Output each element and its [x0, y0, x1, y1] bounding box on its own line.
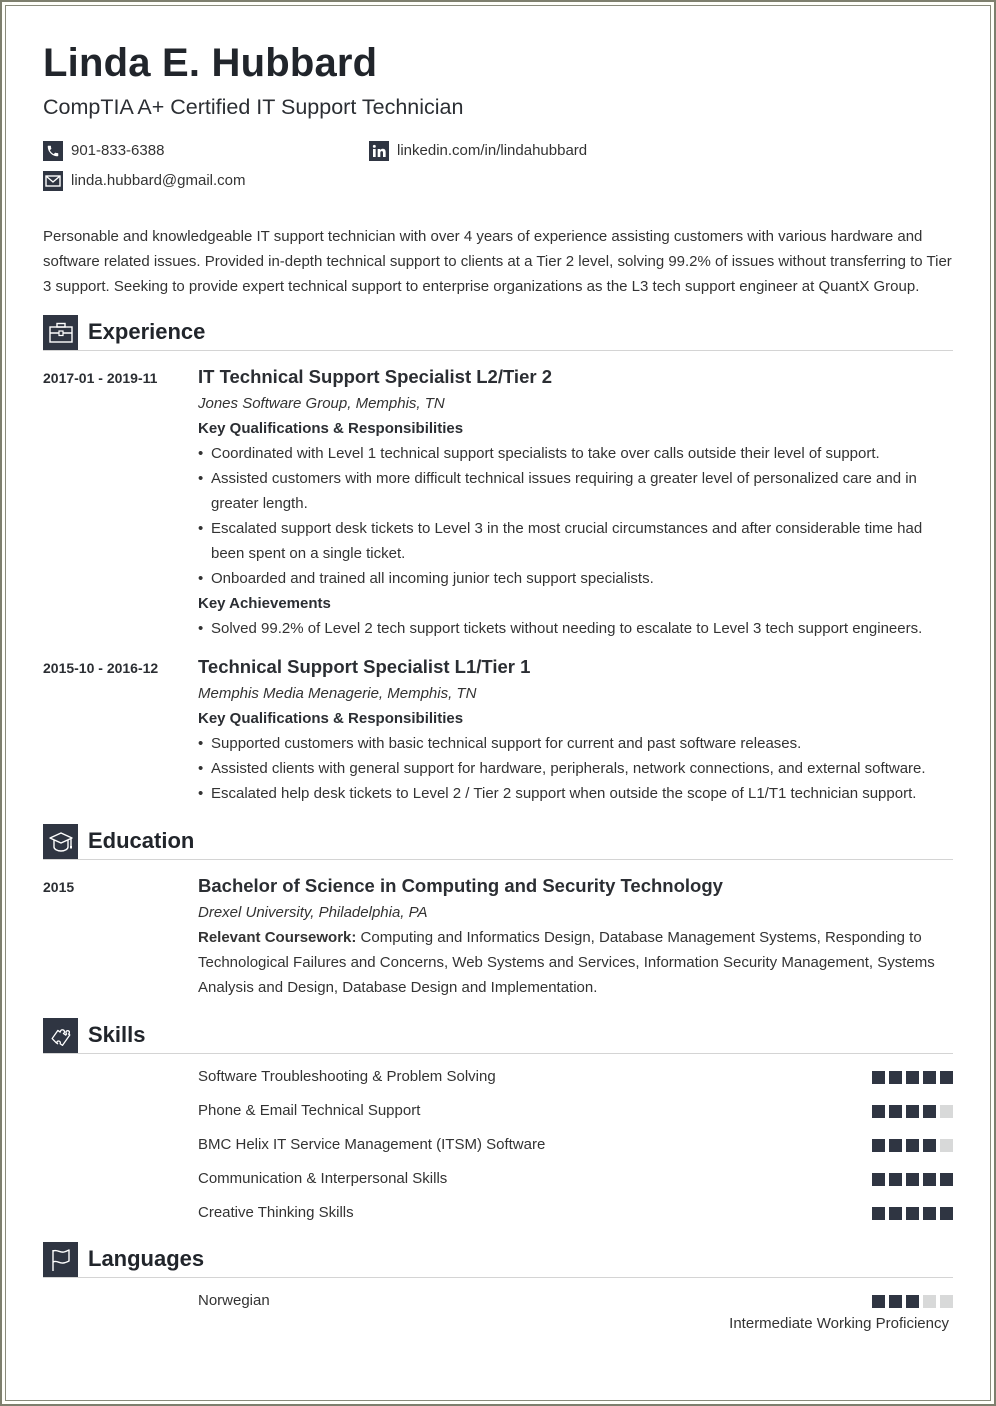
phone-number: 901-833-6388 — [71, 142, 165, 159]
flag-icon — [43, 1242, 78, 1277]
job-company: Memphis Media Menagerie, Memphis, TN — [198, 685, 477, 702]
responsibilities-list — [198, 441, 953, 591]
section-experience-header — [43, 315, 953, 351]
rating-square-filled — [940, 1071, 953, 1084]
skill-name: BMC Helix IT Service Management (ITSM) Software — [198, 1136, 546, 1153]
rating-square-filled — [872, 1207, 885, 1220]
degree-title: Bachelor of Science in Computing and Security Technology — [198, 875, 723, 896]
skill-rating — [872, 1139, 953, 1152]
section-languages-header — [43, 1242, 953, 1278]
job-company: Jones Software Group, Memphis, TN — [198, 395, 445, 412]
rating-square-filled — [906, 1105, 919, 1118]
section-title: Languages — [88, 1246, 205, 1271]
rating-square-filled — [923, 1139, 936, 1152]
email-address[interactable]: linda.hubbard@gmail.com — [71, 172, 246, 189]
responsibilities-heading: Key Qualifications & Responsibilities — [198, 420, 464, 437]
list-item: • Supported customers with basic technical support for current and past software releases. — [198, 731, 953, 756]
job-dates: 2015-10 - 2016-12 — [43, 660, 159, 676]
contact-linkedin[interactable] — [369, 141, 587, 161]
linkedin-icon — [369, 141, 389, 161]
rating-square-filled — [872, 1105, 885, 1118]
rating-square-filled — [872, 1139, 885, 1152]
skill-rating — [872, 1173, 953, 1186]
graduation-cap-icon — [43, 824, 78, 859]
rating-square-filled — [906, 1207, 919, 1220]
profile-summary: Personable and knowledgeable IT support technician with over 4 years of experience assisting customers with various hardware and software related issues. Provided in-depth technical support to clients at a Tier 2 level, solving 99.2% of issues without transferring to Tier 3 support. Seeking to provide expert technical support to enterprise organizations as the L3 tech support engineer at QuantX Group. — [43, 228, 952, 295]
contact-phone — [43, 141, 164, 161]
rating-square-filled — [940, 1207, 953, 1220]
achievements-list — [198, 616, 953, 641]
rating-square-filled — [889, 1071, 902, 1084]
candidate-name: Linda E. Hubbard — [43, 41, 378, 85]
job-title: Technical Support Specialist L1/Tier 1 — [198, 656, 531, 677]
job-entry — [198, 366, 953, 641]
section-skills-header — [43, 1018, 953, 1054]
section-title: Skills — [88, 1022, 146, 1047]
list-item: • Escalated help desk tickets to Level 2 / Tier 2 support when outside the scope of L1/T1 technician support. — [198, 781, 953, 806]
skill-name: Creative Thinking Skills — [198, 1204, 354, 1221]
rating-square-filled — [872, 1295, 885, 1308]
skill-rating — [872, 1071, 953, 1084]
rating-square-filled — [923, 1071, 936, 1084]
skill-name: Communication & Interpersonal Skills — [198, 1170, 448, 1187]
rating-square-filled — [889, 1207, 902, 1220]
linkedin-url[interactable]: linkedin.com/in/lindahubbard — [397, 142, 588, 159]
list-item: • Onboarded and trained all incoming junior tech support specialists. — [198, 566, 953, 591]
coursework-label: Relevant Coursework: — [198, 929, 357, 946]
skill-row — [198, 1169, 953, 1189]
skill-name: Phone & Email Technical Support — [198, 1102, 421, 1119]
coursework — [198, 925, 953, 1000]
list-item: • Coordinated with Level 1 technical support specialists to take over calls outside their level of support. — [198, 441, 953, 466]
list-item: • Assisted clients with general support for hardware, peripherals, network connections, and external software. — [198, 756, 953, 781]
rating-square-filled — [906, 1173, 919, 1186]
rating-square-empty — [940, 1105, 953, 1118]
rating-square-filled — [889, 1105, 902, 1118]
list-item: • Solved 99.2% of Level 2 tech support tickets without needing to escalate to Level 3 tech support engineers. — [198, 616, 953, 641]
language-name: Norwegian — [198, 1292, 270, 1309]
skill-row — [198, 1067, 953, 1087]
section-title: Experience — [88, 319, 206, 344]
rating-square-filled — [923, 1207, 936, 1220]
skill-name: Software Troubleshooting & Problem Solving — [198, 1068, 496, 1085]
job-dates: 2017-01 - 2019-11 — [43, 370, 158, 386]
responsibilities-list — [198, 731, 953, 806]
rating-square-empty — [940, 1295, 953, 1308]
job-entry — [198, 656, 953, 806]
candidate-title: CompTIA A+ Certified IT Support Technician — [43, 95, 464, 119]
achievements-heading: Key Achievements — [198, 595, 331, 612]
section-title: Education — [88, 828, 195, 853]
rating-square-filled — [906, 1295, 919, 1308]
rating-square-filled — [889, 1173, 902, 1186]
responsibilities-heading: Key Qualifications & Responsibilities — [198, 710, 464, 727]
skill-rating — [872, 1207, 953, 1220]
language-row — [198, 1291, 953, 1311]
contact-email[interactable] — [43, 171, 246, 191]
rating-square-filled — [906, 1139, 919, 1152]
phone-icon — [43, 141, 63, 161]
rating-square-filled — [872, 1071, 885, 1084]
rating-square-filled — [889, 1295, 902, 1308]
rating-square-filled — [872, 1173, 885, 1186]
rating-square-empty — [923, 1295, 936, 1308]
rating-square-empty — [940, 1139, 953, 1152]
section-education-header — [43, 824, 953, 860]
rating-square-filled — [923, 1173, 936, 1186]
skill-rating — [872, 1105, 953, 1118]
coursework-list: Computing and Informatics Design, Database Management Systems, Responding to Technological Failures and Concerns, Web Systems and Services, Information Security Management, Systems Analysis and Design, Database Design and Implementation. — [198, 929, 935, 996]
skill-row — [198, 1135, 953, 1155]
school-name: Drexel University, Philadelphia, PA — [198, 904, 428, 921]
list-item: • Escalated support desk tickets to Level 3 in the most crucial circumstances and after considerable time had been spent on a single ticket. — [198, 516, 953, 566]
rating-square-filled — [906, 1071, 919, 1084]
puzzle-icon — [43, 1018, 78, 1053]
job-title: IT Technical Support Specialist L2/Tier 2 — [198, 366, 552, 387]
skill-row — [198, 1203, 953, 1223]
rating-square-filled — [889, 1139, 902, 1152]
language-level: Intermediate Working Proficiency — [729, 1315, 949, 1332]
rating-square-filled — [940, 1173, 953, 1186]
language-rating — [872, 1295, 953, 1308]
briefcase-icon — [43, 315, 78, 350]
email-icon — [43, 171, 63, 191]
rating-square-filled — [923, 1105, 936, 1118]
education-year: 2015 — [43, 879, 75, 895]
list-item: • Assisted customers with more difficult technical issues requiring a greater level of personalized care and in greater length. — [198, 466, 953, 516]
education-entry — [198, 875, 953, 1000]
skill-row — [198, 1101, 953, 1121]
